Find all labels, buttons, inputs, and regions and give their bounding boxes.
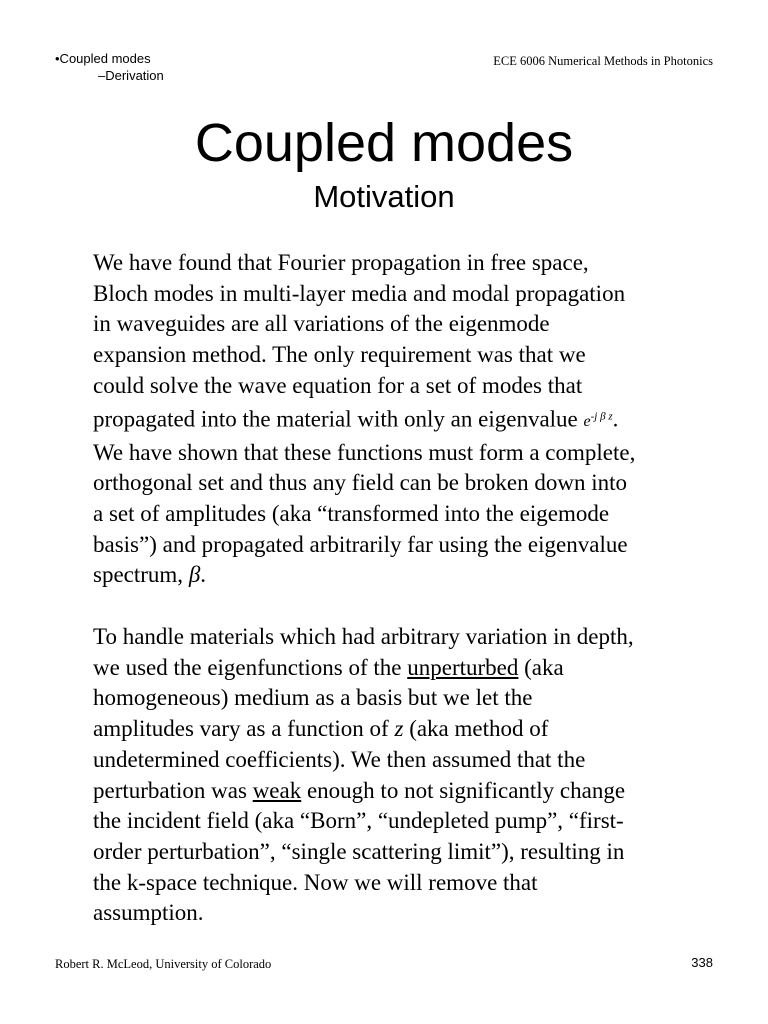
footer-author: Robert R. McLeod, University of Colorado	[55, 957, 272, 971]
text-line: order perturbation”, “single scattering limit”), resulting in	[93, 838, 625, 864]
text-line	[93, 653, 713, 684]
text-fragment: .	[612, 405, 619, 431]
text-line	[93, 776, 713, 807]
course-title: ECE 6006 Numerical Methods in Photonics	[493, 54, 713, 68]
eigenvalue-expression	[583, 410, 613, 430]
text-fragment: enough to not significantly change	[301, 777, 626, 803]
text-fragment: amplitudes vary as a function of	[93, 716, 395, 742]
text-line: We have shown that these functions must form a complete,	[93, 439, 636, 465]
text-line	[93, 714, 713, 745]
text-fragment: perturbation was	[93, 777, 253, 803]
eigenvalue-exponent: -j β z	[590, 410, 613, 423]
text-line: undetermined coefficients). We then assumed that the	[93, 746, 586, 772]
text-fragment: (aka method of	[403, 716, 549, 742]
text-line: expansion method. The only requirement was that we	[93, 342, 586, 368]
text-line: in waveguides are all variations of the eigenmode	[93, 311, 550, 337]
text-fragment: (aka	[518, 654, 564, 680]
paragraph-motivation-2	[93, 622, 713, 929]
text-fragment: we used the eigenfunctions of the	[93, 654, 408, 680]
page-subtitle: Motivation	[313, 179, 455, 214]
text-fragment: propagated into the material with only an eigenvalue	[93, 405, 584, 431]
text-line: We have found that Fourier propagation in free space,	[93, 250, 589, 275]
beta-symbol: β	[188, 562, 201, 588]
text-fragment: .	[200, 562, 207, 588]
underlined-term-unperturbed: unperturbed	[407, 654, 519, 680]
text-line: basis”) and propagated arbitrarily far using the eigenvalue	[93, 531, 628, 557]
text-line: the incident field (aka “Born”, “undepleted pump”, “first-	[93, 808, 624, 834]
paragraph-motivation-1	[93, 248, 713, 591]
page-number: 338	[691, 955, 713, 970]
text-line: Bloch modes in multi-layer media and modal propagation	[93, 280, 626, 306]
text-line: could solve the wave equation for a set of modes that	[93, 372, 583, 398]
outline-sub-bullet: –Derivation	[98, 68, 164, 83]
text-line: the k-space technique. Now we will remove that	[93, 869, 538, 895]
outline-bullet: •Coupled modes	[55, 51, 151, 66]
text-fragment: spectrum,	[93, 562, 189, 588]
text-line	[93, 402, 713, 438]
text-line: orthogonal set and thus any field can be broken down into	[93, 470, 627, 496]
eigenvalue-base: e	[583, 412, 591, 430]
header-outline	[55, 50, 164, 84]
z-symbol: z	[394, 716, 404, 742]
page-title: Coupled modes	[194, 113, 574, 173]
underlined-term-weak: weak	[252, 777, 302, 803]
text-line	[93, 560, 713, 591]
text-line: a set of amplitudes (aka “transformed into the eigemode	[93, 500, 610, 526]
text-line: homogeneous) medium as a basis but we let the	[93, 685, 533, 711]
text-line: assumption.	[93, 900, 204, 926]
text-line: To handle materials which had arbitrary variation in depth,	[93, 624, 634, 649]
